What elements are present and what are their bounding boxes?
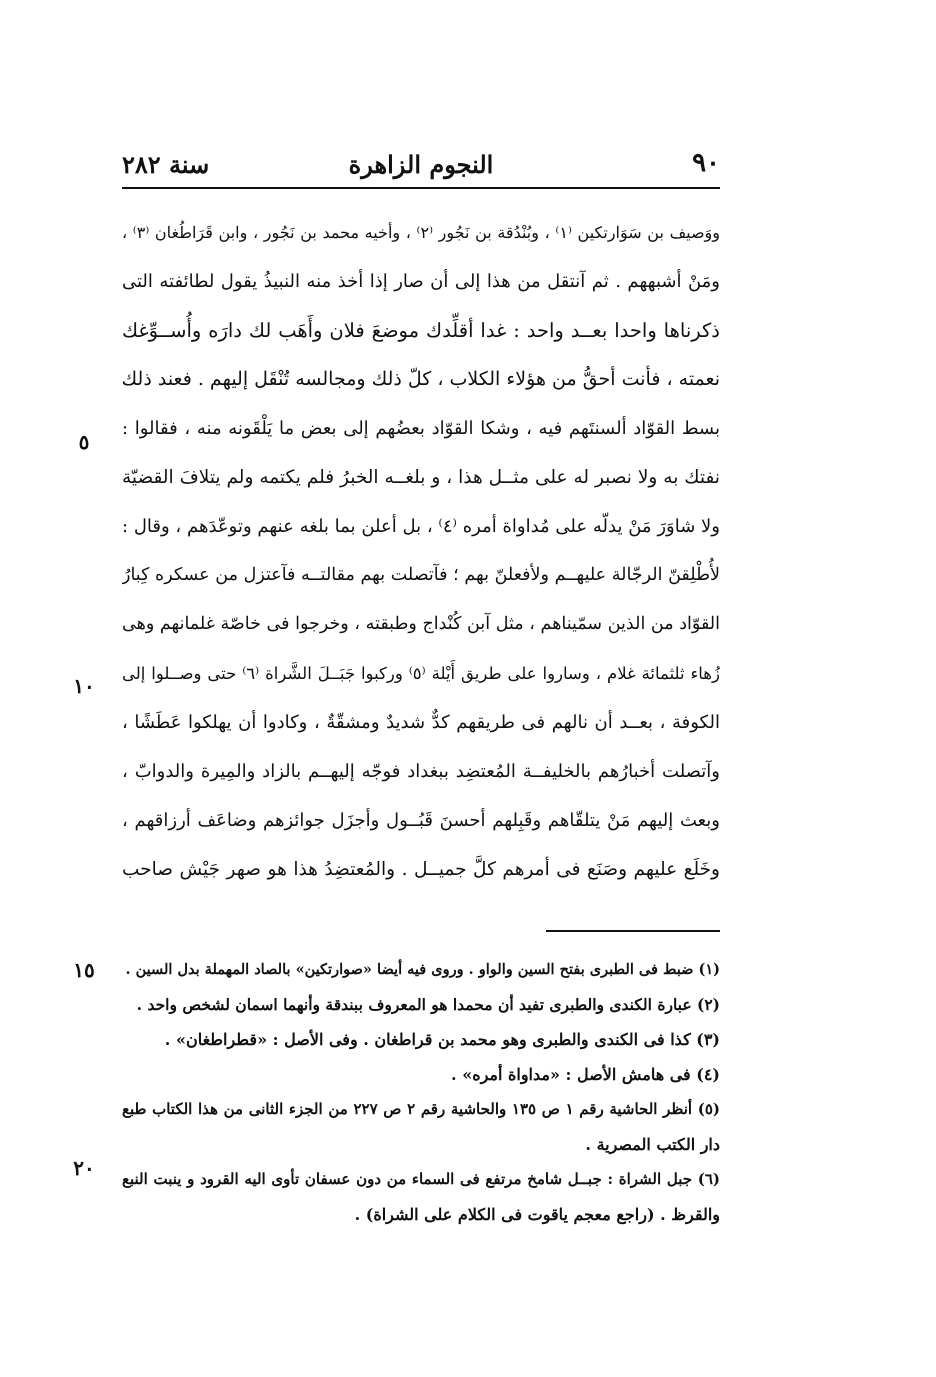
body-line-9: القوّاد من الذين سمّيناهم ، مثل آبن كُنْداج وطبقته ، وخرجوا فى خاصّة غلمانهم وهى [122,614,720,634]
body-line-5: بسط القوّاد ألسنتَهم فيه ، وشكا القوّاد بعضُهم إلى بعض ما يَلْقَونه منه ، فقالوا : [122,418,720,439]
body-line-3: ذكرناها واحدا بعــد واحد : غدا أقلِّدك موضعَ فلان وأَهَب لك دارَه وأُســوِّغك [122,319,720,342]
header-rule [122,187,720,189]
running-header [122,146,720,184]
footnote-6-continuation: والقرظ . (راجع معجم ياقوت فى الكلام على الشراة) . [354,1205,720,1224]
footnote-rule [546,930,720,932]
body-line-4: نعمته ، فأنت أحقُّ من هؤلاء الكلاب ، كلّ ذلك ومجالسه تُنْقَل إليهم . فعند ذلك [122,368,720,390]
body-line-1: ووَصيف بن سَوَارتكين ⁽١⁾ ، وبُنْدُقة بن نَجُور ⁽٢⁾ ، وأخيه محمد بن نَجُور ، وابن قَرَاطُغان ⁽٣⁾ ، [122,223,720,242]
footnote-5-continuation: دار الكتب المصرية . [585,1135,720,1154]
body-line-6: نفتك به ولا نصبر له على مثــل هذا ، و بلغــه الخبرُ فلم يكتمه ولم يتلافَ القضيّة [122,467,720,488]
body-text [122,208,720,894]
footnote-2: (٢) عبارة الكندى والطبرى تفيد أن محمدا هو المعروف ببندقة وأنهما اسمان لشخص واحد . [136,995,720,1014]
footnote-6: (٦) جبل الشراة : جبــل شامخ مرتفع فى السماء من دون عسفان تأوى اليه القرود و ينبت النبع [122,1170,720,1188]
footnotes [122,952,720,1232]
body-line-11: الكوفة ، بعــد أن نالهم فى طريقهم كدٌّ شديدٌ ومشقّةٌ ، وكادوا أن يهلكوا عَطَشًا ، [122,712,720,733]
footnote-1: (١) ضبط فى الطبرى بفتح السين والواو . وروى فيه أيضا «صوارتكين» بالصاد المهملة بدل السين . [125,961,720,978]
body-line-12: وآتصلت أخبارُهم بالخليفــة المُعتضِد ببغداد فوجّه إليهــم بالزاد والمِيرة والدوابّ ، [122,761,720,782]
margin-line-number-10: ١٠ [73,674,95,698]
body-line-14: وخَلَع عليهم وصَنَع فى أمرهم كلَّ جميــل . والمُعتضِدُ هذا هو صهر جَيْش صاحب [122,859,720,880]
footnote-5: (٥) أنظر الحاشية رقم ١ ص ١٣٥ والحاشية رقم ٢ ص ٢٢٧ من الجزء الثانى من هذا الكتاب طبع [122,1100,720,1118]
body-line-2: ومَنْ أشبههم . ثم آنتقل من هذا إلى أن صار إذا أخذ منه النبيذُ يقول لطائفته التى [122,271,720,292]
body-line-8: لأُطْلِقنّ الرجّالة عليهــم ولأفعلنّ بهم ؛ فآتصلت بهم مقالتــه فآعتزل من عسكره كِبارُ [122,565,720,585]
book-title: النجوم الزاهرة [348,150,494,179]
body-line-10: زُهاء ثلثمائة غلام ، وساروا على طريق أَيْلة ⁽٥⁾ وركبوا جَبَــلَ الشَّراة ⁽٦⁾ حتى وصــلوا إلى [122,664,720,683]
margin-line-number-20: ٢٠ [73,1156,95,1180]
body-line-7: ولا شاوَرَ مَنْ يدلّه على مُداواة أمره ⁽٤⁾ ، بل أعلن بما بلغه عنهم وتوعّدَهم ، وقال : [122,516,720,537]
margin-line-number-5: ٥ [78,430,90,454]
body-line-13: وبعث إليهم مَنْ يتلقّاهم وقَبِلهم أحسنَ قَبُــول وأجزَل جوائزهم وضاعَف أرزاقهم ، [122,810,720,831]
footnote-4: (٤) فى هامش الأصل : «مداواة أمره» . [451,1065,720,1084]
margin-line-number-15: ١٥ [73,958,95,982]
footnote-3: (٣) كذا فى الكندى والطبرى وهو محمد بن قراطغان . وفى الأصل : «قطراطغان» . [164,1030,720,1049]
year-label: سنة ٢٨٢ [122,150,210,179]
page-number: ٩٠ [692,148,720,178]
